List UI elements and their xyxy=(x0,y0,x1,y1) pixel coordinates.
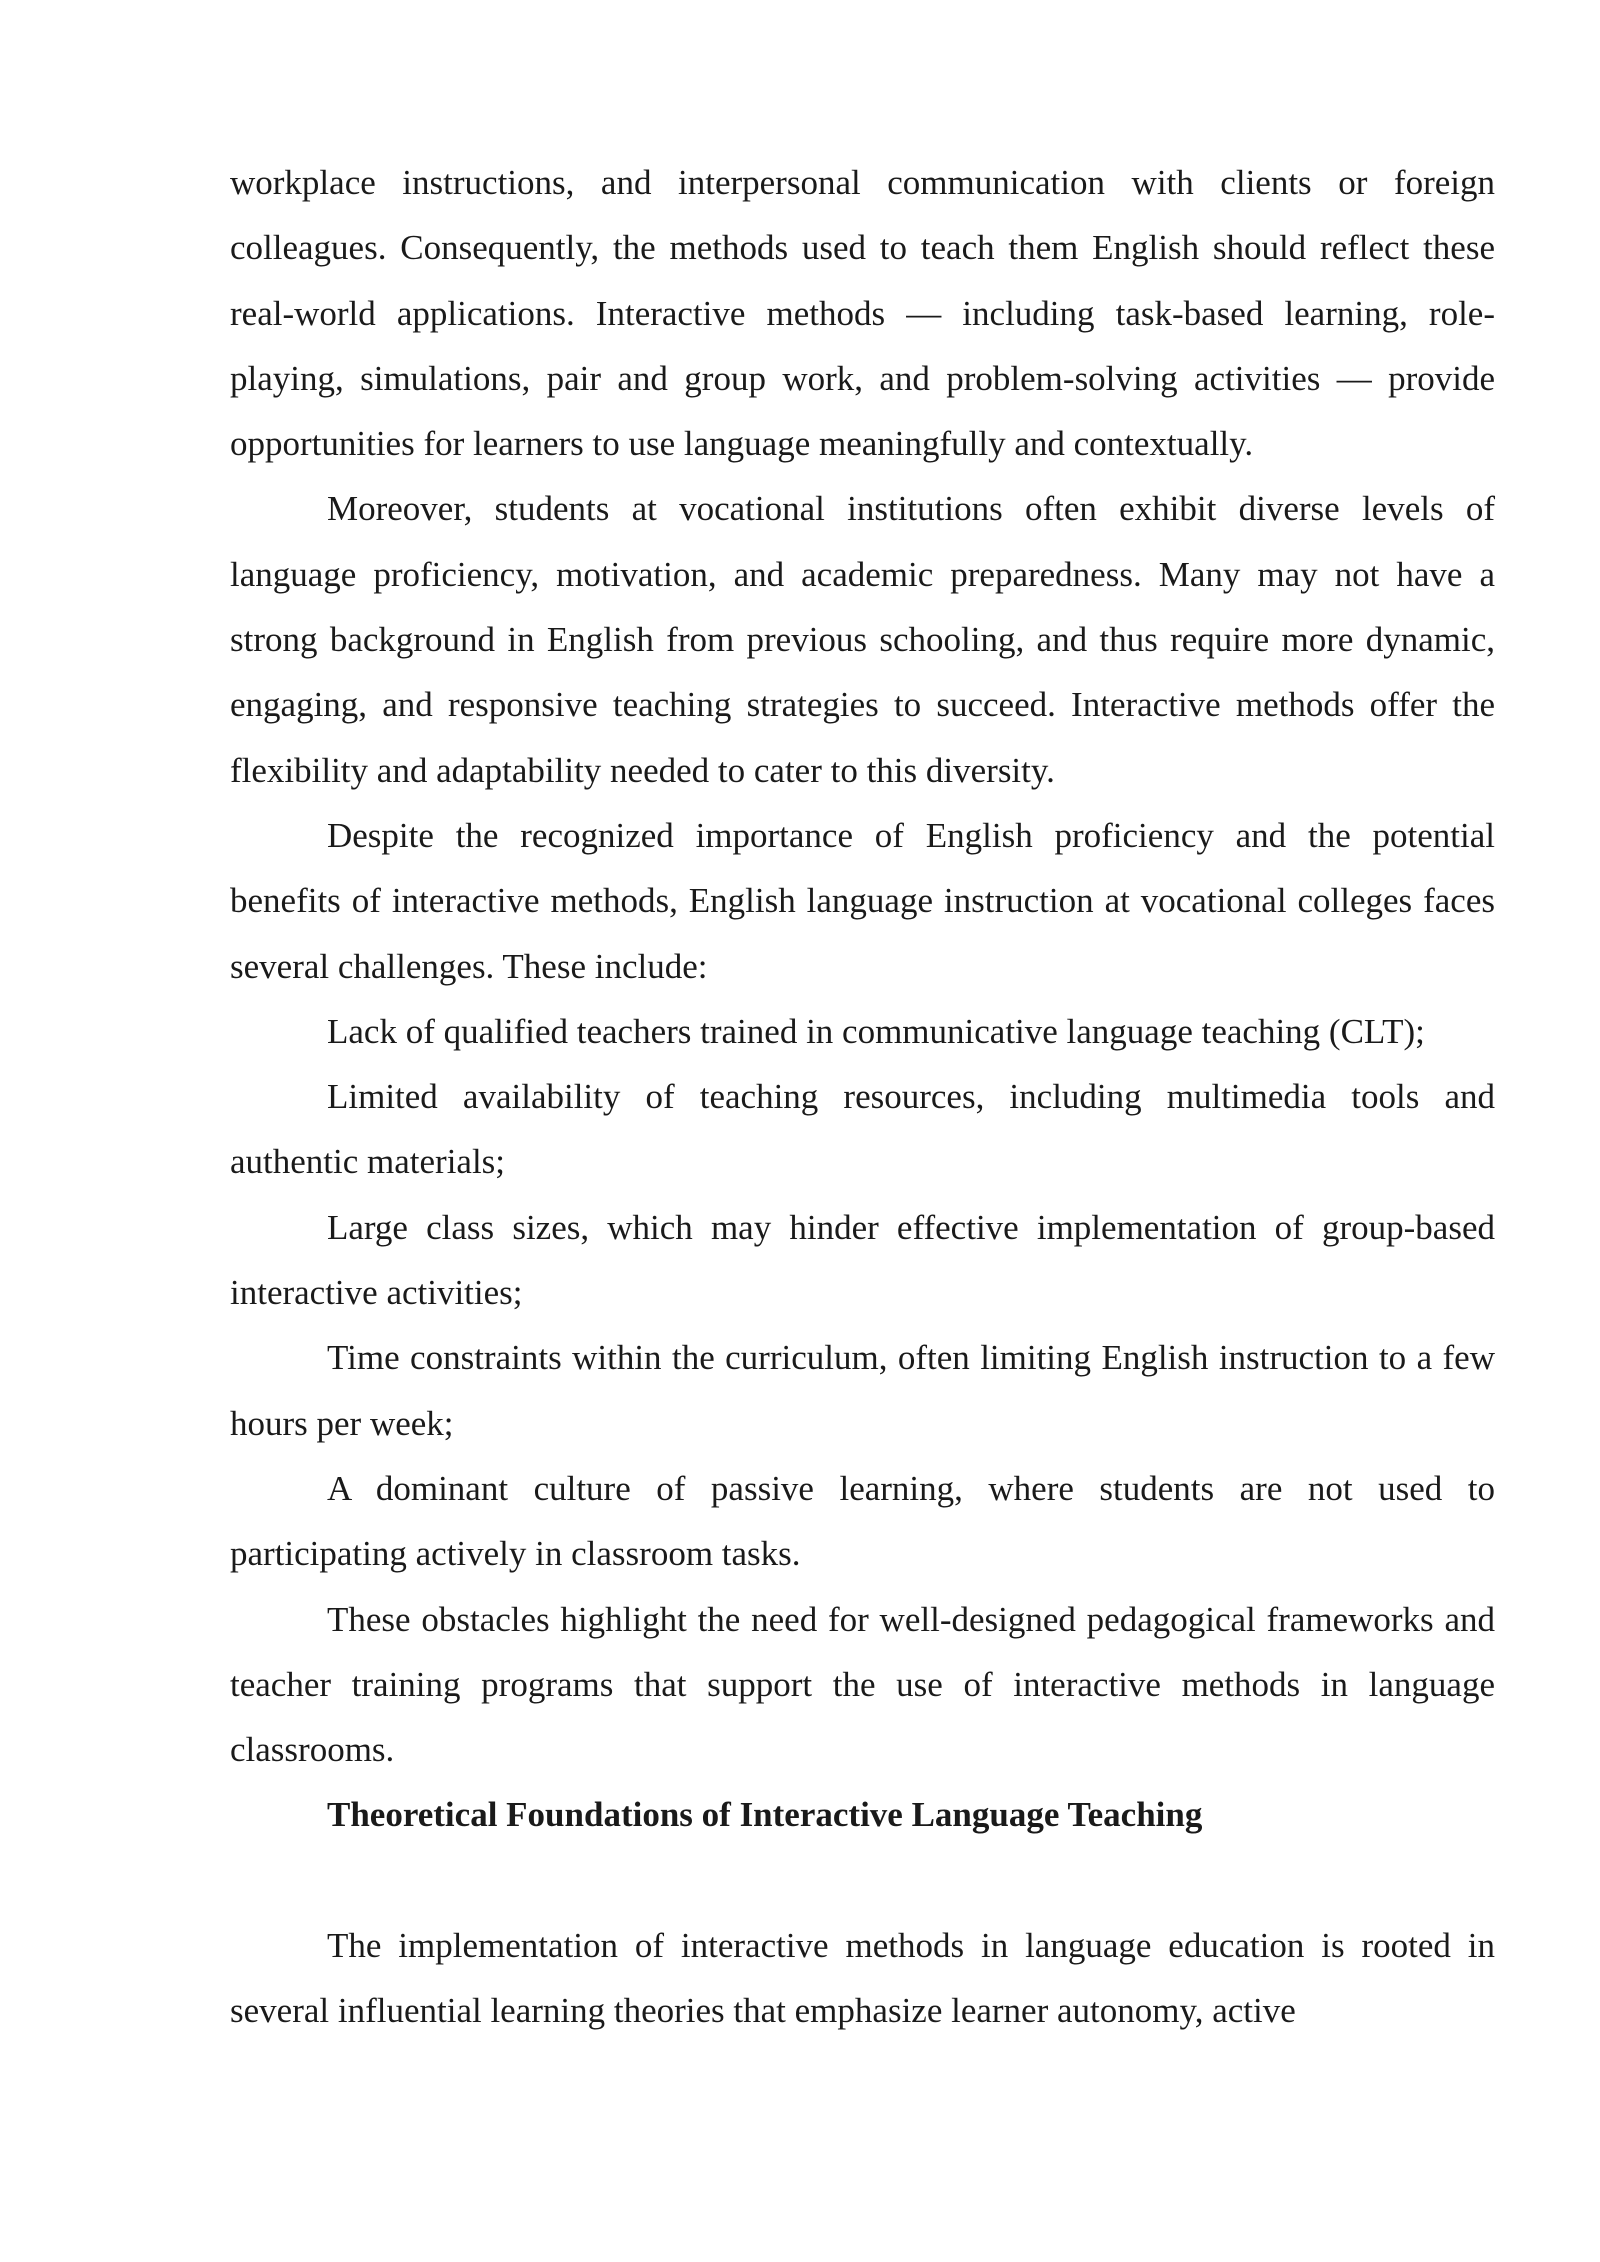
list-item: Time constraints within the curriculum, often limiting English instruction to a few hours per week; xyxy=(230,1338,1495,1443)
paragraph: Moreover, students at vocational institutions often exhibit diverse levels of language proficiency, motivation, and academic preparedness. Many may not have a strong background in English from previous schooling, and thus require more dynamic, engaging, and responsive teaching strategies to succeed. Interactive methods offer the flexibility and adaptability needed to cater to this diversity. xyxy=(230,489,1495,790)
paragraph: These obstacles highlight the need for well-designed pedagogical frameworks and teacher training programs that support the use of interactive methods in language classrooms. xyxy=(230,1599,1495,1770)
paragraph: workplace instructions, and interpersonal communication with clients or foreign colleagues. Consequently, the methods used to teach them English should reflect these real-world applications. Interactive methods — including task-based learning, role-playing, simulations, pair and group work, and problem-solving activities — provide opportunities for learners to use language meaningfully and contextually. xyxy=(230,163,1495,464)
paragraph: The implementation of interactive methods in language education is rooted in several influential learning theories that emphasize learner autonomy, active xyxy=(230,1926,1495,2031)
section-heading: Theoretical Foundations of Interactive Language Teaching xyxy=(327,1795,1203,1835)
list-item: A dominant culture of passive learning, where students are not used to participating actively in classroom tasks. xyxy=(230,1468,1495,1574)
paragraph: Despite the recognized importance of English proficiency and the potential benefits of interactive methods, English language instruction at vocational colleges faces several challenges. These include: xyxy=(230,815,1495,986)
document-body xyxy=(230,150,1495,2044)
list-item: Lack of qualified teachers trained in communicative language teaching (CLT); xyxy=(327,1011,1425,1051)
list-item: Large class sizes, which may hinder effective implementation of group-based interactive activities; xyxy=(230,1207,1495,1313)
list-item: Limited availability of teaching resources, including multimedia tools and authentic materials; xyxy=(230,1077,1495,1182)
blank-line xyxy=(230,1848,1495,1913)
